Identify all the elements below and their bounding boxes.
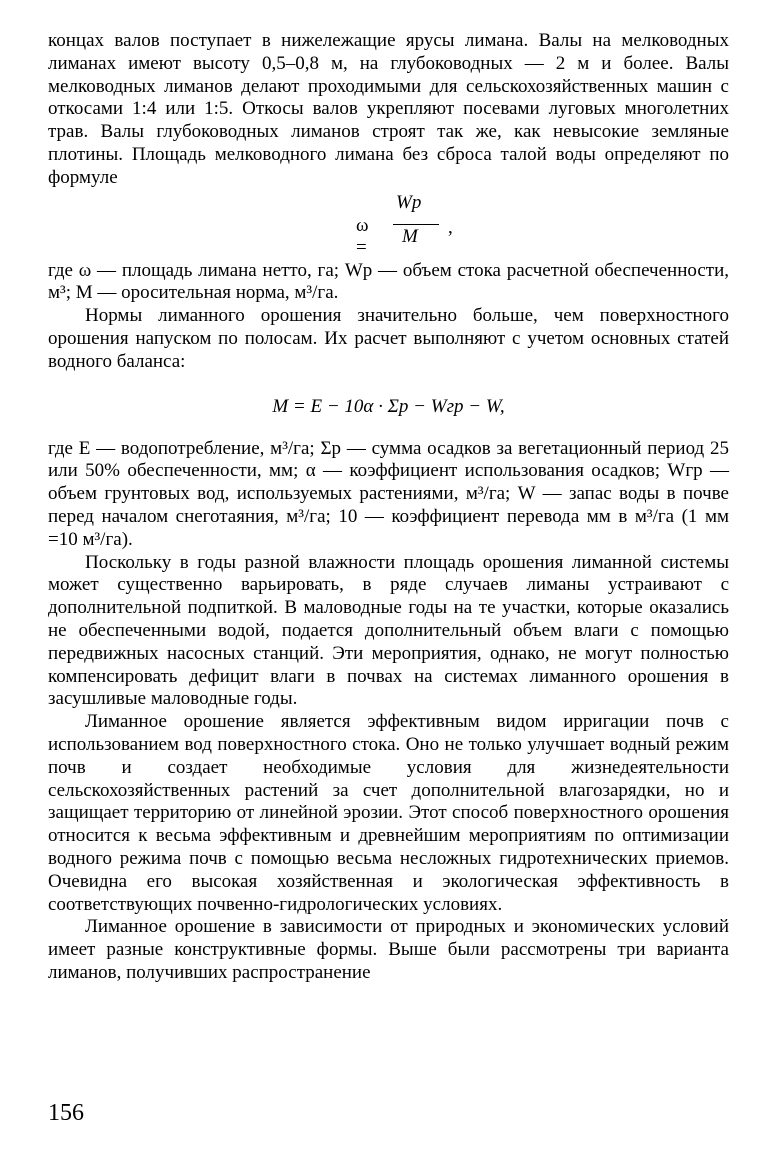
paragraph-3: Нормы лиманного орошения значительно больше, чем поверхностного орошения напуском по полосам. Их расчет выполняют с учетом основных статей водного баланса: [48,305,729,372]
formula-area-lhs: ω = [356,214,369,259]
paragraph-2: где ω — площадь лимана нетто, га; Wp — объем стока расчетной обеспеченности, м³; М — оросительная норма, м³/га. [48,259,729,304]
page-text [48,30,729,985]
formula-area [48,190,729,260]
paragraph-1: концах валов поступает в нижележащие ярусы лимана. Валы на мелководных лиманах имеют высоту 0,5–0,8 м, на глубоководных — 2 м и более. Валы мелководных лиманов делают проходимыми для сельскохозяйственных машин с откосами 1:4 или 1:5. Откосы валов укрепляют посевами луговых многолетних трав. Валы глубоководных лиманов строят так же, как невысокие земляные плотины. Площадь мелководного лимана без сброса талой воды определяют по формуле [48,30,729,188]
paragraph-5: Поскольку в годы разной влажности площадь орошения лиманной системы может существенно варьировать, в ряде случаев лиманы устраивают с дополнительной подпиткой. В маловодные годы на те участки, которые оказались не обеспеченными водой, подается дополнительный объем влаги с помощью передвижных насосных станций. Эти мероприятия, однако, не могут полностью компенсировать дефицит влаги в почвах на системах лиманного орошения в засушливые маловодные годы. [48,551,729,710]
formula-area-numerator: Wp [396,191,422,213]
formula-area-denominator: M [402,225,418,247]
paragraph-7: Лиманное орошение в зависимости от природных и экономических условий имеет разные конструктивные формы. Выше были рассмотрены три варианта лиманов, получивших распространение [48,916,729,983]
paragraph-4: где Е — водопотребление, м³/га; Σp — сумма осадков за вегетационный период 25 или 50% обеспеченности, мм; α — коэффициент использования осадков; Wгр — объем грунтовых вод, используемых растениями, м³/га; W — запас воды в почве перед началом снеготаяния, м³/га; 10 — коэффициент перевода мм в м³/га (1 мм =10 м³/га). [48,437,729,550]
page-number: 156 [48,1100,84,1126]
formula-area-comma: , [448,216,453,238]
fraction-bar [393,224,439,225]
formula-norm: M = E − 10α · Σp − Wгр − W, [272,395,505,417]
paragraph-6: Лиманное орошение является эффективным видом ирригации почв с использованием вод поверхностного стока. Оно не только улучшает водный режим почв и создает необходимые условия для жизнедеятельности сельскохозяйственных растений за счет дополнительной влагозарядки, но и защищает территорию от линейной эрозии. Этот способ поверхностного орошения относится к весьма эффективным и древнейшим мероприятиям по оптимизации водного режима почв с помощью весьма несложных гидротехнических приемов. Очевидна его высокая хозяйственная и экологическая эффективность в соответствующих почвенно-гидрологических условиях. [48,711,729,915]
